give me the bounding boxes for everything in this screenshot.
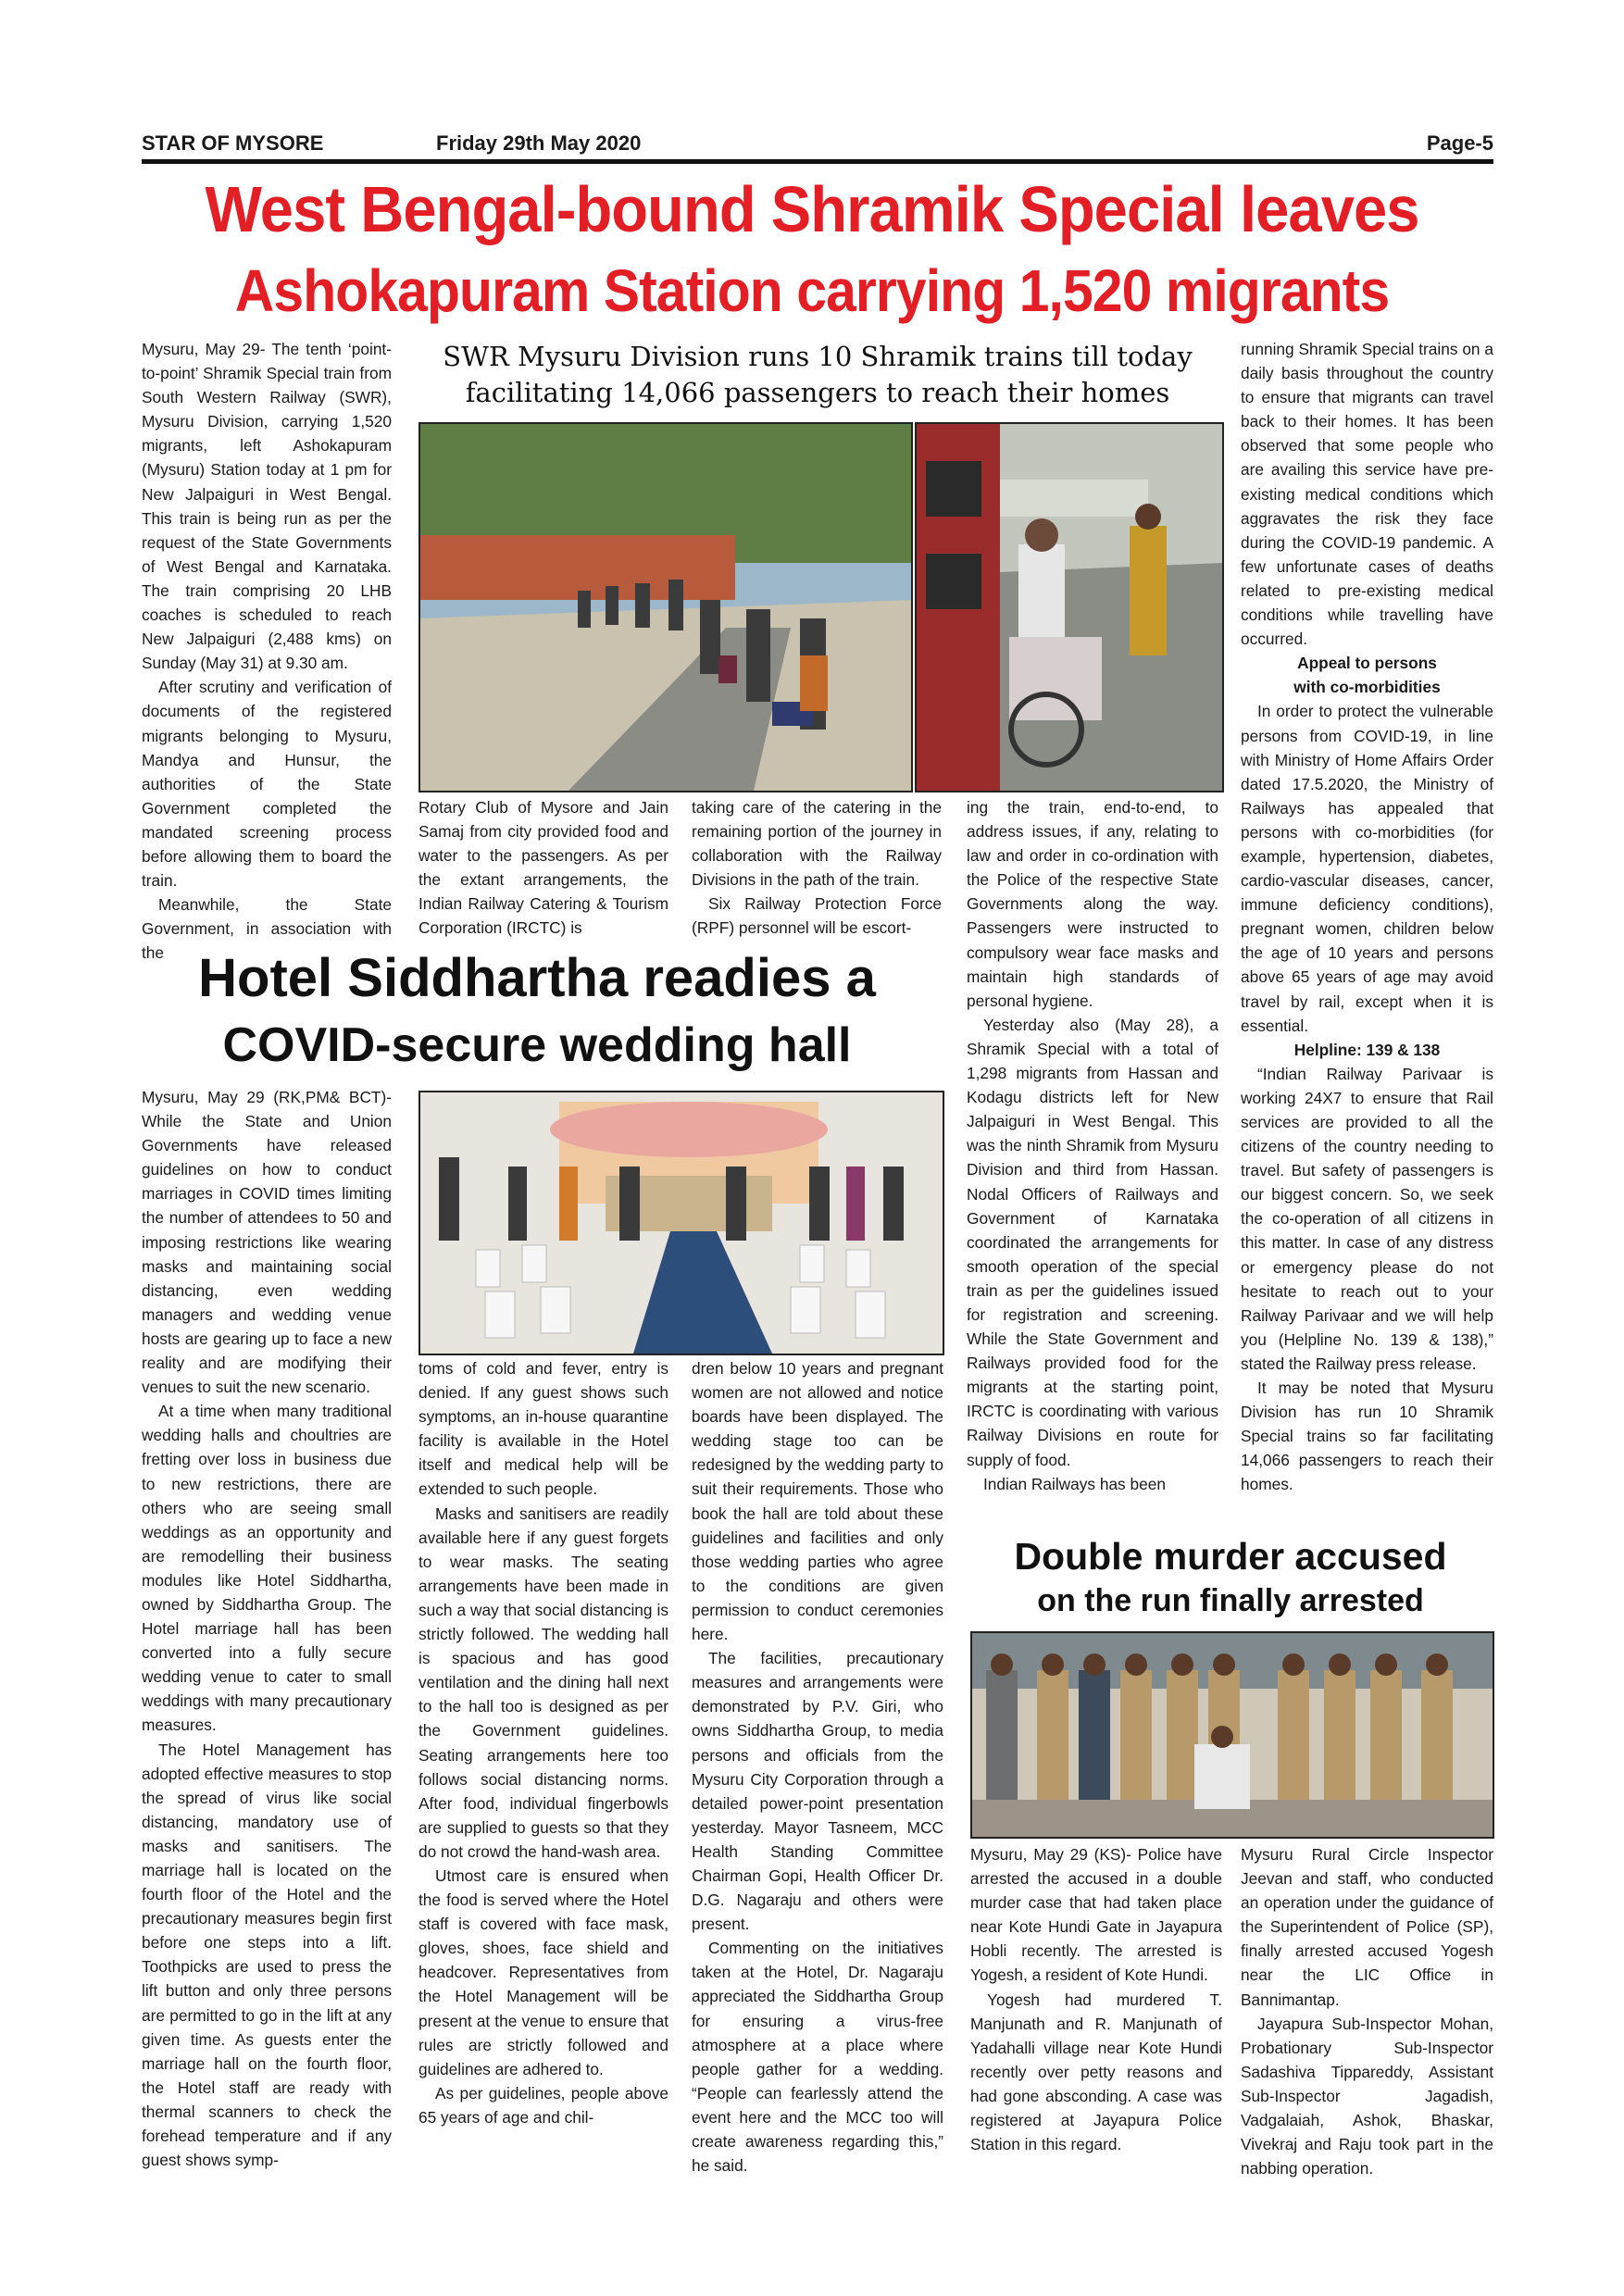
paragraph: Mysuru, May 29- The tenth ‘point-to-point’ Shramik Special train from South Western Railway (SWR), Mysuru Division, carrying 1,520 migrants, left Ashokapuram (Mysuru) Station today at 1 pm for New Jalpaiguri in West Bengal. This train is being run as per the request of the State Governments of West Bengal and Karnataka. The train comprising 20 LHB coaches is scheduled to reach New Jalpaiguri (2,488 kms) on Sunday (May 31) at 9.30 am. [142, 340, 392, 673]
paragraph: The facilities, precautionary measures and arrangements were demonstrated by P.V. Giri, who owns Siddhartha Group, to media persons and officials from the Mysuru City Corporation through a detailed power-point presentation yesterday. Mayor Tasneem, MCC Health Standing Committee Chairman Gopi, Health Officer Dr. D.G. Nagaraju and others were present. [692, 1649, 943, 1934]
paragraph: running Shramik Special trains on a daily basis throughout the country to ensure that migrants can travel back to their homes. It has been observed that some people who are availing this service have pre-existing medical conditions which aggravates the risk they face during the COVID-19 pandemic. A few unfortunate cases of deaths related to pre-existing medical conditions while travelling have occurred. [1241, 340, 1493, 649]
story3-column-1 [970, 1842, 1222, 2156]
paragraph: Jayapura Sub-Inspector Mohan, Probationary Sub-Inspector Sadashiva Tippareddy, Assistant Sub-Inspector Jagadish, Vadgalaiah, Ashok, Bhaskar, Vivekraj and Raju took part in the nabbing operation. [1241, 2014, 1493, 2178]
issue-date: Friday 29th May 2020 [436, 131, 642, 155]
story3-column-2 [1241, 1842, 1493, 2180]
subhead-line2: facilitating 14,066 passengers to reach their homes [465, 377, 1170, 408]
paragraph: At a time when many traditional wedding halls and choultries are fretting over loss in business due to new restrictions, there are others who are seeing small weddings as an opportunity and are remodelling their business modules like Hotel Siddhartha, owned by Siddhartha Group. The Hotel marriage hall has been converted into a fully secure wedding venue to cater to small weddings with many precautionary measures. [142, 1402, 392, 1735]
subheading: Helpline: 139 & 138 [1293, 1040, 1441, 1059]
paragraph: Six Railway Protection Force (RPF) personnel will be escort- [692, 894, 942, 938]
story2-column-3 [692, 1356, 943, 2177]
police-arrest-photo [970, 1631, 1494, 1839]
paragraph: ing the train, end-to-end, to address issues, if any, relating to law and order in co-ordination with the Police of the respective State Governments along the way. Passengers were instructed to compulsory wear face masks and maintain high standards of personal hygiene. [967, 798, 1218, 1010]
paragraph: After scrutiny and verification of documents of the registered migrants belonging to Mysuru, Mandya and Hunsur, the authorities of the State Government completed the mandated screening process before allowing them to board the train. [142, 678, 392, 891]
story1-column-5 [1241, 337, 1493, 1497]
wedding-hall-photo [418, 1091, 944, 1355]
story2-column-1 [142, 1085, 392, 2172]
paragraph: Mysuru, May 29 (RK,PM& BCT)- While the State and Union Governments have released guidelines on how to conduct marriages in COVID times limiting the number of attendees to 50 and imposing restrictions like wearing masks and maintaining social distancing, even wedding managers and wedding venue hosts are gearing up to face a new reality and are modifying their venues to suit the new scenario. [142, 1088, 392, 1397]
story1-headline-line1: West Bengal-bound Shramik Special leaves [205, 173, 1419, 245]
page-number: Page-5 [1426, 131, 1493, 155]
paragraph: Meanwhile, the State Government, in association with the [142, 895, 392, 963]
story1-column-4 [967, 795, 1218, 1496]
subheading: with co-morbidities [1293, 678, 1441, 697]
paragraph: Yesterday also (May 28), a Shramik Special with a total of 1,298 migrants from Hassan and Kodagu districts left for New Jalpaiguri in West Bengal. This was the ninth Shramik from Mysuru Division and third from Hassan. Nodal Officers of Railways and Government of Karnataka coordinated the arrangements for smooth operation of the special train as per the guidelines issued for registration and screening. While the State Government and Railways provided food for the migrants at the starting point, IRCTC is coordinating with various Railway Divisions en route for supply of food. [967, 1015, 1218, 1469]
paragraph: The Hotel Management has adopted effective measures to stop the spread of virus like social distancing, mandatory use of masks and sanitisers. The marriage hall is located on the fourth floor of the Hotel and the precautionary measures begin first before one steps into a lift. Toothpicks are used to press the lift button and only three persons are permitted to go in the lift at any given time. As guests enter the marriage hall on the fourth floor, the Hotel staff are ready with thermal scanners to check the forehead temperature and if any guest shows symp- [142, 1740, 392, 2170]
subhead-line1: SWR Mysuru Division runs 10 Shramik trains till today [443, 341, 1193, 372]
story3-headline-line2: on the run finally arrested [1037, 1583, 1424, 1618]
story1-column-1 [142, 337, 392, 965]
paragraph: taking care of the catering in the remaining portion of the journey in collaboration with the Railway Divisions in the path of the train. [692, 798, 942, 890]
story1-column-3 [692, 795, 942, 941]
story1-column-2 [418, 795, 668, 941]
paragraph: “Indian Railway Parivaar is working 24X7 to ensure that Rail services are provided to all the citizens of the country needing to travel. But safety of passengers is our biggest concern. So, we seek the co-operation of all citizens in this matter. In case of any distress or emergency please do not hesitate to reach out to your Railway Parivaar and we will help you (Helpline No. 139 & 138),” stated the Railway press release. [1241, 1064, 1493, 1373]
story2-headline-line2: COVID-secure wedding hall [222, 1018, 852, 1072]
migrants-queue-photo [418, 422, 913, 792]
paragraph: In order to protect the vulnerable persons from COVID-19, in line with Ministry of Home Affairs Order dated 17.5.2020, the Ministry of Railways has appealed that persons with co-morbidities (for example, hypertension, diabetes, cardio-vascular diseases, cancer, immune deficiency conditions), pregnant women, children below the age of 10 years and persons above 65 years of age may avoid travel by rail, except when it is essential. [1241, 702, 1493, 1035]
subheading: Appeal to persons [1297, 654, 1437, 673]
police-arrest-photo-art [972, 1633, 1493, 1837]
paragraph: Utmost care is ensured when the food is served where the Hotel staff is covered with face mask, gloves, shoes, face shield and headcover. Representatives from the Hotel Management will be present at the venue to ensure that rules are strictly followed and guidelines are adhered to. [418, 1866, 668, 2078]
paragraph: Indian Railways has been [983, 1474, 1166, 1493]
paragraph: Mysuru Rural Circle Inspector Jeevan and staff, who conducted an operation under the guidance of the Superintendent of Police (SP), finally arrested accused Yogesh near the LIC Office in Bannimantap. [1241, 1845, 1493, 2009]
story1-headline-line2: Ashokapuram Station carrying 1,520 migrants [234, 257, 1390, 324]
story1-subhead [415, 339, 1220, 411]
paragraph: Commenting on the initiatives taken at the Hotel, Dr. Nagaraju appreciated the Siddhartha Group for ensuring a virus-free atmosphere at a place where people gather for a wedding. “People can fearlessly attend the event here and the MCC too will create awareness regarding this,” he said. [692, 1939, 943, 2176]
train-passengers-photo [915, 422, 1224, 792]
migrants-queue-photo-art [420, 424, 911, 791]
story2-column-2 [418, 1356, 668, 2129]
paragraph: Masks and sanitisers are readily available here if any guest forgets to wear masks. The seating arrangements have been made in such a way that social distancing is strictly followed. The wedding hall is spacious and has good ventilation and the dining hall next to the hall too is designed as per the Government guidelines. Seating arrangements here too follows social distancing norms. After food, individual fingerbowls are supplied to guests so that they do not crowd the hand-wash area. [418, 1504, 668, 1861]
paragraph: Yogesh had murdered T. Manjunath and R. Manjunath of Yadahalli village near Kote Hundi recently over petty reasons and had gone absconding. A case was registered at Jayapura Police Station in this regard. [970, 1990, 1222, 2154]
train-passengers-photo-art [917, 424, 1222, 791]
masthead-rule [142, 159, 1493, 164]
paragraph: toms of cold and fever, entry is denied. If any guest shows such symptoms, an in-house quarantine facility is available in the Hotel itself and medical help will be extended to such people. [418, 1359, 668, 1499]
paragraph: As per guidelines, people above 65 years of age and chil- [418, 2083, 668, 2127]
paragraph: dren below 10 years and pregnant women are not allowed and notice boards have been displayed. The wedding stage too can be redesigned by the wedding party to suit their requirements. Those who book the hall are told about these guidelines and facilities and only those wedding parties who agree to the conditions are given permission to conduct ceremonies here. [692, 1359, 943, 1644]
wedding-hall-photo-art [420, 1092, 943, 1354]
paper-name: STAR OF MYSORE [142, 131, 324, 155]
masthead [142, 131, 1493, 159]
story3-headline-line1: Double murder accused [1014, 1535, 1447, 1578]
paragraph: Rotary Club of Mysore and Jain Samaj from city provided food and water to the passengers. As per the extant arrangements, the Indian Railway Catering & Tourism Corporation (IRCTC) is [418, 798, 668, 938]
paragraph: It may be noted that Mysuru Division has run 10 Shramik Special trains so far facilitating 14,066 passengers to reach their homes. [1241, 1379, 1493, 1494]
story2-headline-line1: Hotel Siddhartha readies a [198, 948, 876, 1008]
paragraph: Mysuru, May 29 (KS)- Police have arrested the accused in a double murder case that had taken place near Kote Hundi Gate in Jayapura Hobli recently. The arrested is Yogesh, a resident of Kote Hundi. [970, 1845, 1222, 1985]
